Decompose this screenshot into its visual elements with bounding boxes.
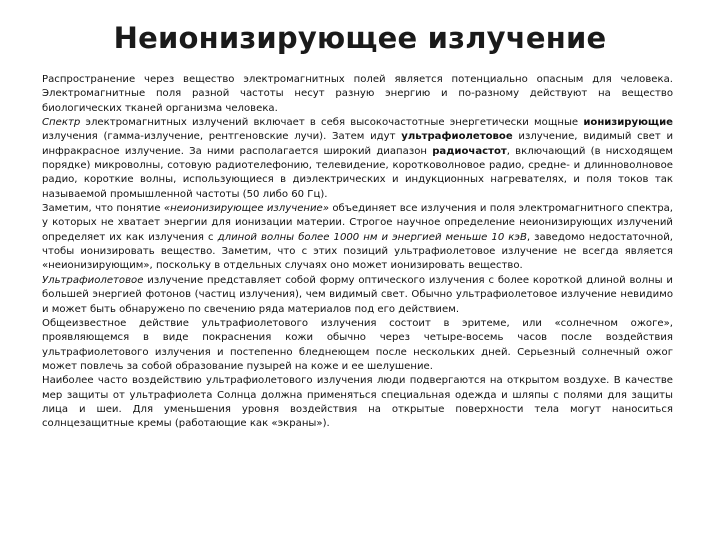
term-spectrum: Спектр: [42, 117, 81, 129]
term-radiofrequencies: радиочастот: [432, 145, 507, 157]
text-fragment: , включающий (в нисходящем порядке) микроволны, сотовую радиотелефонию, телевидение, коротковолновое радио, средне- и длинноволновое радио, короткие волны, использующиеся в диэлектрических и индукционных нагревателях, и поля токов так называемой промышленной частоты (50 либо 60 Гц).: [42, 145, 673, 200]
definition-criteria: длиной волны более 1000 нм и энергией меньше 10 кэВ: [217, 231, 527, 243]
term-ultraviolet-italic: Ультрафиолетовое: [42, 274, 144, 286]
paragraph-3: [42, 202, 673, 274]
text-fragment: электромагнитных излучений включает в себя высокочастотные энергетически мощные: [80, 117, 584, 129]
body-text: [42, 73, 673, 432]
text-fragment: Заметим, что понятие: [42, 203, 164, 215]
paragraph-4: [42, 274, 673, 317]
text-fragment: , заведомо недостаточной, чтобы ионизировать вещество. Заметим, что с этих позиций ультрафиолетовое излучение не всегда является «неионизирующим», поскольку в отдельных случаях оно может ионизировать вещество.: [42, 231, 673, 272]
term-non-ionizing-radiation: «неионизирующее излучение»: [163, 203, 329, 215]
text-fragment: объединяет все излучения и поля электромагнитного спектра, у которых не хватает энергии для ионизации материи. Строгое научное определение неионизирующих излучений определяет их как излучения с: [42, 203, 673, 243]
term-ultraviolet: ультрафиолетовое: [401, 131, 513, 143]
term-ionizing: ионизирующие: [583, 117, 673, 129]
slide-title: Неионизирующее излучение: [113, 21, 607, 55]
paragraph-1: Распространение через вещество электромагнитных полей является потенциально опасным для человека. Электромагнитные поля разной частоты несут разную энергию и по-разному действуют на вещество биологических тканей организма человека.: [42, 74, 673, 114]
text-fragment: излучение представляет собой форму оптического излучения с более короткой длиной волны и большей энергией фотонов (частиц излучения), чем видимый свет. Обычно ультрафиолетовое излучение невидимо и может быть обнаружено по свечению ряда материалов под его действием.: [42, 274, 673, 315]
text-fragment: излучения (гамма-излучение, рентгеновские лучи). Затем идут: [42, 131, 402, 143]
paragraph-6: Наиболее часто воздействию ультрафиолетового излучения люди подвергаются на открытом воздухе. В качестве мер защиты от ультрафиолета Солнца должна применяться специальная одежда и шляпы с полями для защиты лица и шеи. Для уменьшения уровня воздействия на открытые поверхности тела могут наноситься солнцезащитные кремы (работающие как «экраны»).: [42, 375, 673, 430]
paragraph-2: [42, 116, 673, 202]
paragraph-5: Общеизвестное действие ультрафиолетового излучения состоит в эритеме, или «солнечном ожоге», проявляющемся в виде покраснения кожи обычно через четыре-восемь часов после воздействия ультрафиолетового излучения и постепенно бледнеющем после нескольких дней. Серьезный солнечный ожог может повлечь за собой образование пузырей на коже и ее шелушение.: [42, 317, 673, 372]
text-fragment: излучение, видимый свет и инфракрасное излучение. За ними располагается широкий диапазон: [42, 131, 673, 157]
